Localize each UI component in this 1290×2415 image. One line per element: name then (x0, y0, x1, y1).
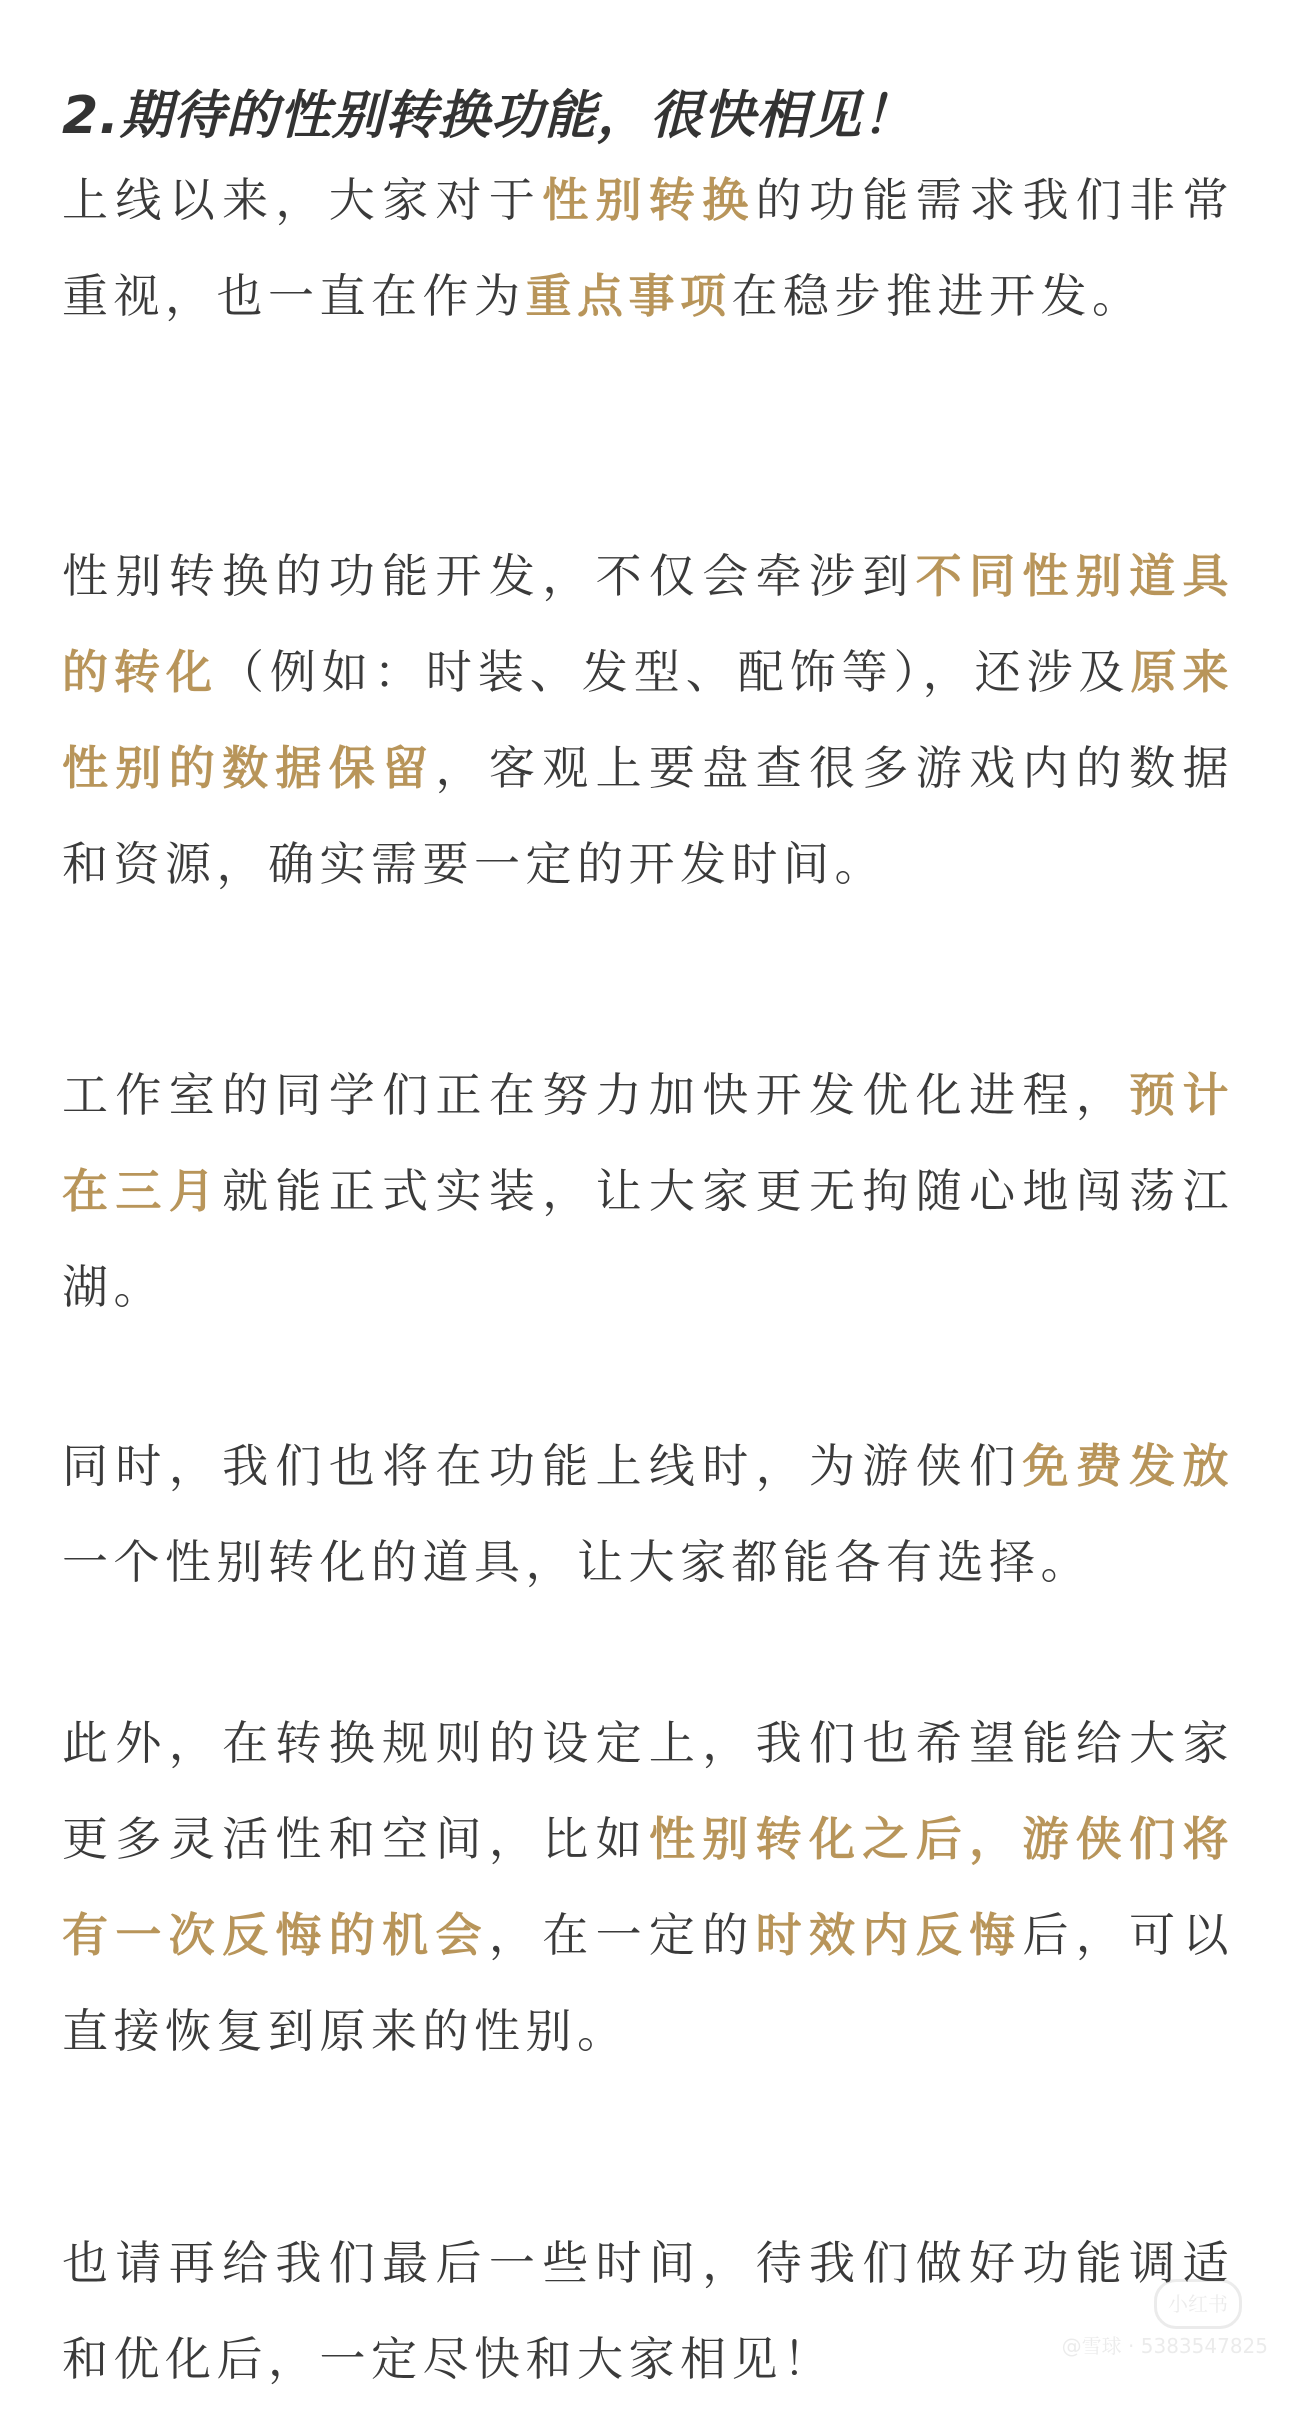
body-text: 也请再给我们最后一些时间，待我们做好功能调适和优化后，一定尽快和大家相见！ (62, 2236, 1234, 2386)
body-text: ，客观上要盘查很多游戏内的数据和资源，确实需要一定的开发时间。 (62, 741, 1235, 891)
body-text: 的功能需求我们非常重视，也一直在作为 (62, 173, 1235, 323)
body-text: 上线以来，大家对于 (62, 173, 543, 227)
body-text: ，在一定的 (488, 1908, 756, 1962)
paragraph-1 (62, 152, 1234, 344)
paragraph-6 (62, 2215, 1234, 2407)
body-text: 同时，我们也将在功能上线时，为游侠们 (62, 1439, 1023, 1493)
body-text: 工作室的同学们正在努力加快开发优化进程， (62, 1068, 1130, 1122)
watermark (1061, 2279, 1268, 2369)
paragraph-5 (62, 1695, 1234, 2079)
body-text: 性别转换的功能开发，不仅会牵涉到 (62, 549, 916, 603)
paragraph-4 (62, 1418, 1234, 1610)
watermark-logo: 小红书 (1154, 2279, 1242, 2329)
highlight-text: 性别转化之后，游侠们将有一次反悔的机会 (62, 1812, 1235, 1962)
body-text: 在稳步推进开发。 (731, 269, 1144, 323)
highlight-text: 免费发放 (1022, 1439, 1235, 1493)
body-text: 此外，在转换规则的设定上，我们也希望能给大家更多灵活性和空间，比如 (62, 1716, 1234, 1866)
highlight-text: 重点事项 (525, 269, 732, 323)
highlight-text: 性别转换 (542, 173, 756, 227)
body-text: （例如：时装、发型、配饰等），还涉及 (217, 645, 1131, 699)
body-text: 后，可以直接恢复到原来的性别。 (62, 1908, 1235, 2058)
body-text: 一个性别转化的道具，让大家都能各有选择。 (62, 1535, 1092, 1589)
highlight-text: 原来性别的数据保留 (62, 645, 1235, 795)
highlight-text: 时效内反悔 (755, 1908, 1023, 1962)
paragraph-2 (62, 528, 1234, 912)
section-heading: 2.期待的性别转换功能，很快相见！ (62, 86, 915, 146)
paragraph-3 (62, 1047, 1234, 1335)
highlight-text: 预计在三月 (62, 1068, 1235, 1218)
body-text: 就能正式实装，让大家更无拘随心地闯荡江湖。 (62, 1164, 1235, 1314)
highlight-text: 不同性别道具的转化 (62, 549, 1235, 699)
watermark-text: @雪球 · 5383547825 (1061, 2334, 1268, 2358)
